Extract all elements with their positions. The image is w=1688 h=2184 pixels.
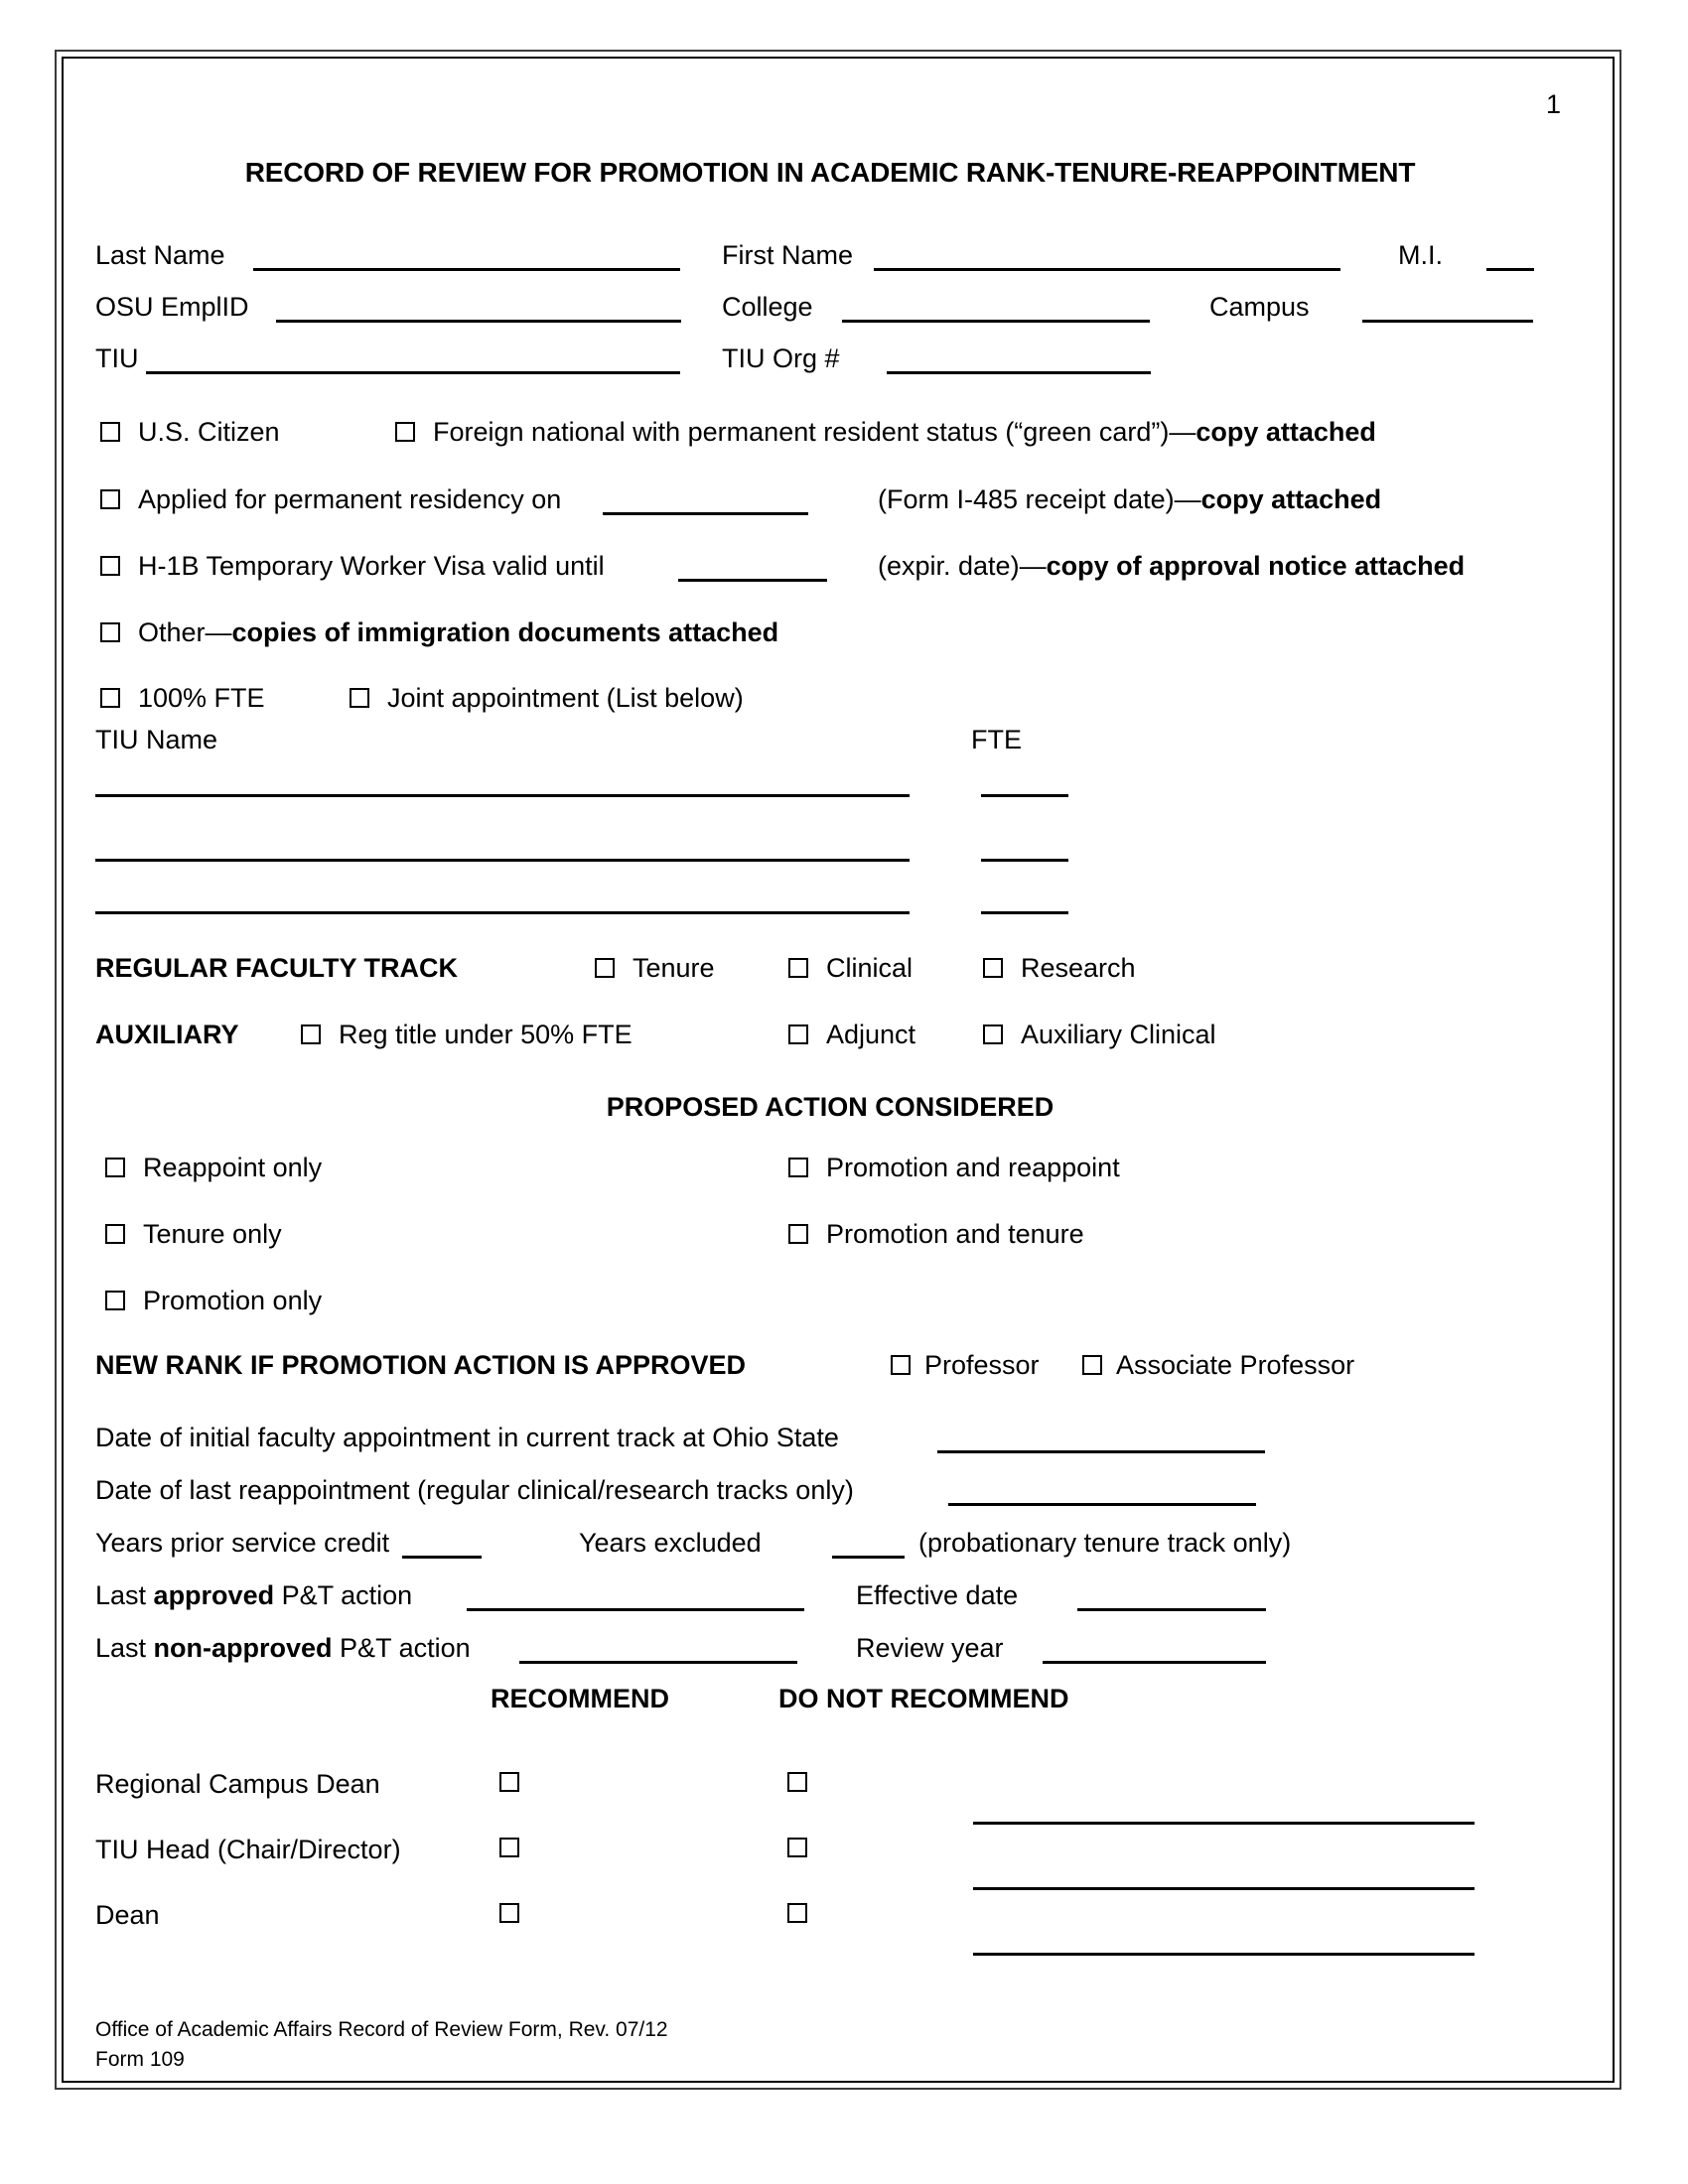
column-header-recommend: RECOMMEND [491,1684,669,1713]
effective-date-label: Effective date [856,1580,1019,1610]
checkbox-track-tenure[interactable] [595,958,615,978]
initial-appointment-input[interactable] [937,1450,1265,1453]
last-approved-prefix: Last [95,1580,154,1610]
label-promotion-and-reappoint: Promotion and reappoint [826,1153,1120,1182]
review-year-input[interactable] [1043,1661,1266,1664]
last-non-approved-action-input[interactable] [519,1661,797,1664]
checkbox-aux-reg-title-under-50-fte[interactable] [301,1024,321,1044]
years-prior-service-label: Years prior service credit [95,1528,390,1558]
last-non-approved-action-label [95,1631,471,1665]
last-non-approved-emphasis: non-approved [153,1633,333,1663]
checkbox-promotion-and-reappoint[interactable] [788,1158,808,1177]
fte-column-header: FTE [971,725,1022,754]
signature-input-dean[interactable] [973,1953,1475,1956]
label-rank-associate-professor: Associate Professor [1116,1350,1355,1380]
proposed-action-heading: PROPOSED ACTION CONSIDERED [606,1092,1055,1122]
label-other-immigration [138,615,778,649]
checkbox-other-immigration[interactable] [100,622,120,642]
college-input[interactable] [842,320,1150,323]
label-promotion-and-tenure: Promotion and tenure [826,1219,1084,1249]
table-row-role-tiu-head: TIU Head (Chair/Director) [95,1835,401,1864]
applied-residency-date-input[interactable] [603,512,808,515]
label-aux-auxiliary-clinical: Auxiliary Clinical [1021,1020,1216,1049]
last-name-input[interactable] [253,268,680,271]
label-aux-adjunct: Adjunct [826,1020,916,1049]
new-rank-heading: NEW RANK IF PROMOTION ACTION IS APPROVED [95,1350,747,1380]
years-excluded-input[interactable] [832,1556,905,1559]
checkbox-tenure-only[interactable] [105,1224,125,1244]
last-name-label: Last Name [95,240,225,270]
tiu-input[interactable] [146,371,680,374]
first-name-input[interactable] [874,268,1340,271]
checkbox-h1b-visa[interactable] [100,556,120,576]
checkbox-rank-professor[interactable] [891,1355,911,1375]
h1b-note-text: (expir. date)— [878,551,1047,581]
applied-residency-note [878,482,1381,516]
label-applied-residency: Applied for permanent residency on [138,484,562,514]
checkbox-applied-residency[interactable] [100,489,120,509]
osu-emplid-label: OSU EmplID [95,292,249,322]
table-row-role-regional-campus-dean: Regional Campus Dean [95,1769,380,1799]
years-note: (probationary tenure track only) [918,1528,1292,1558]
checkbox-do-not-recommend-regional-campus-dean[interactable] [787,1772,807,1792]
college-label: College [722,292,813,322]
checkbox-do-not-recommend-dean[interactable] [787,1903,807,1923]
middle-initial-input[interactable] [1486,268,1534,271]
auxiliary-label: AUXILIARY [95,1020,239,1049]
checkbox-aux-auxiliary-clinical[interactable] [983,1024,1003,1044]
label-joint-appointment: Joint appointment (List below) [387,683,744,713]
label-h1b-visa: H-1B Temporary Worker Visa valid until [138,551,605,581]
label-track-research: Research [1021,953,1136,983]
column-header-do-not-recommend: DO NOT RECOMMEND [778,1684,1069,1713]
h1b-note [878,549,1465,583]
page-title: RECORD OF REVIEW FOR PROMOTION IN ACADEMIC RANK-TENURE-REAPPOINTMENT [244,157,1416,188]
last-approved-emphasis: approved [153,1580,275,1610]
tiu-name-column-header: TIU Name [95,725,218,754]
label-track-tenure: Tenure [633,953,715,983]
osu-emplid-input[interactable] [276,320,681,323]
fte-input-row-3[interactable] [981,911,1068,914]
checkbox-foreign-national[interactable] [395,422,415,442]
years-prior-service-input[interactable] [402,1556,482,1559]
tiu-org-input[interactable] [887,371,1151,374]
last-approved-action-input[interactable] [467,1608,804,1611]
label-us-citizen: U.S. Citizen [138,417,280,447]
years-excluded-label: Years excluded [579,1528,762,1558]
label-100-fte: 100% FTE [138,683,265,713]
label-reappoint-only: Reappoint only [143,1153,323,1182]
h1b-emphasis: copy of approval notice attached [1046,551,1466,581]
tiu-org-label: TIU Org # [722,343,840,373]
last-non-approved-prefix: Last [95,1633,154,1663]
checkbox-us-citizen[interactable] [100,422,120,442]
tiu-name-input-row-3[interactable] [95,911,910,914]
initial-appointment-label: Date of initial faculty appointment in current track at Ohio State [95,1423,839,1452]
applied-residency-note-text: (Form I-485 receipt date)— [878,484,1201,514]
tiu-name-input-row-2[interactable] [95,859,910,862]
effective-date-input[interactable] [1077,1608,1266,1611]
campus-label: Campus [1209,292,1310,322]
checkbox-recommend-regional-campus-dean[interactable] [499,1772,519,1792]
tiu-name-input-row-1[interactable] [95,794,910,797]
checkbox-track-clinical[interactable] [788,958,808,978]
campus-input[interactable] [1362,320,1533,323]
checkbox-track-research[interactable] [983,958,1003,978]
last-approved-action-label [95,1578,412,1612]
last-non-approved-suffix: P&T action [332,1633,471,1663]
label-track-clinical: Clinical [826,953,914,983]
checkbox-recommend-dean[interactable] [499,1903,519,1923]
middle-initial-label: M.I. [1398,240,1443,270]
checkbox-recommend-tiu-head[interactable] [499,1838,519,1857]
checkbox-joint-appointment[interactable] [350,688,369,708]
label-foreign-national [433,415,1376,449]
last-reappointment-label: Date of last reappointment (regular clinical/research tracks only) [95,1475,854,1505]
tiu-label: TIU [95,343,139,373]
checkbox-do-not-recommend-tiu-head[interactable] [787,1838,807,1857]
last-reappointment-input[interactable] [948,1503,1256,1506]
fte-input-row-2[interactable] [981,859,1068,862]
label-aux-reg-title-under-50-fte: Reg title under 50% FTE [339,1020,633,1049]
label-rank-professor: Professor [924,1350,1040,1380]
footer-form-number: Form 109 [95,2048,185,2071]
applied-residency-emphasis: copy attached [1200,484,1382,514]
signature-input-tiu-head[interactable] [973,1887,1475,1890]
foreign-national-text: Foreign national with permanent resident status (“green card”)— [433,417,1196,447]
checkbox-promotion-and-tenure[interactable] [788,1224,808,1244]
footer-form-name: Office of Academic Affairs Record of Review Form, Rev. 07/12 [95,2018,668,2041]
other-immigration-text: Other— [138,617,232,647]
page-number: 1 [1545,89,1561,119]
signature-input-regional-campus-dean[interactable] [973,1822,1475,1825]
checkbox-100-fte[interactable] [100,688,120,708]
checkbox-aux-adjunct[interactable] [788,1024,808,1044]
h1b-expiration-input[interactable] [678,579,827,582]
label-promotion-only: Promotion only [143,1286,323,1315]
regular-faculty-track-label: REGULAR FACULTY TRACK [95,953,458,983]
fte-input-row-1[interactable] [981,794,1068,797]
first-name-label: First Name [722,240,854,270]
other-immigration-emphasis: copies of immigration documents attached [231,617,779,647]
foreign-national-emphasis: copy attached [1196,417,1376,447]
table-row-role-dean: Dean [95,1900,160,1930]
checkbox-promotion-only[interactable] [105,1291,125,1310]
last-approved-suffix: P&T action [274,1580,413,1610]
checkbox-reappoint-only[interactable] [105,1158,125,1177]
label-tenure-only: Tenure only [143,1219,282,1249]
checkbox-rank-associate-professor[interactable] [1082,1355,1102,1375]
review-year-label: Review year [856,1633,1004,1663]
